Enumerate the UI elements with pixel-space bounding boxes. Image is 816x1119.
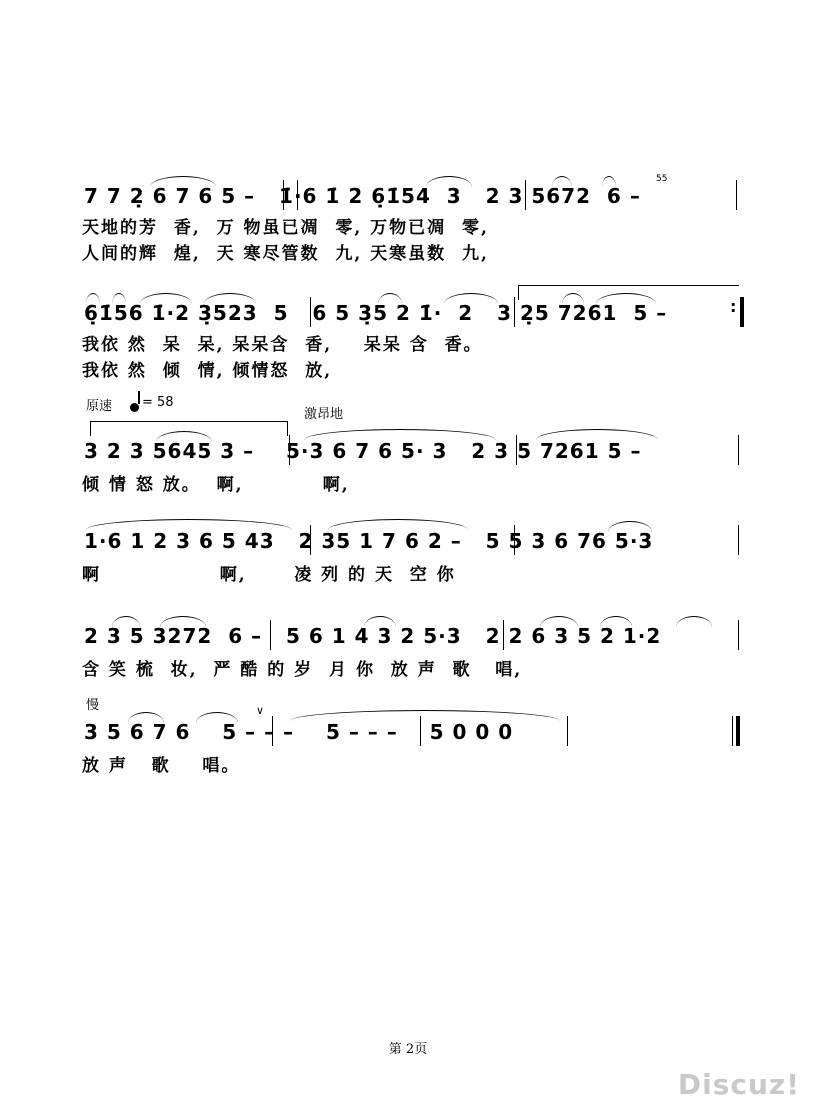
slur (444, 293, 498, 304)
slur (540, 616, 578, 627)
notation-line-1: 7 7 2̣ 6 7 6 5 – 1̇·6 1̇ 2 6̣1̇54 3 2 3 5672 6 – (84, 184, 641, 208)
slur (150, 176, 216, 187)
slur (86, 519, 292, 530)
barline (514, 525, 515, 555)
lyrics-line: 啊 啊, 凌 列 的 天 空 你 (82, 565, 456, 585)
quarter-note-stem (138, 391, 140, 404)
lyrics-verse-2: 我依 然 倾 情, 倾情怒 放, (82, 361, 333, 381)
repeat-dots: : (730, 297, 737, 316)
barline (738, 525, 739, 555)
lyrics-verse-2: 人间的辉 煌, 天 寒尽管数 九, 天寒虽数 九, (82, 244, 489, 264)
barline (270, 620, 271, 650)
barline (420, 716, 421, 746)
barline (514, 297, 515, 327)
notation-line-6: 3 5 6 7 6 5 – – – 5 – – – 5 0 0 0 (84, 720, 514, 744)
end-barline (736, 716, 740, 746)
quarter-note-icon (130, 403, 139, 412)
slur (608, 521, 652, 532)
barline (567, 716, 568, 746)
end-barline (740, 297, 744, 327)
slur (140, 293, 192, 304)
barline (738, 435, 739, 465)
slur (204, 293, 256, 304)
slur (304, 429, 496, 440)
notation-line-4: 1·6 1 2 3 6 5 43 2 35 1 7 6 2 – 5 5 3 6 76 5·3 (84, 529, 654, 553)
page-number: 第 2页 (388, 1042, 428, 1057)
barline (738, 620, 739, 650)
barline (310, 297, 311, 327)
slur (426, 176, 472, 187)
slur (364, 616, 396, 627)
grace-note-mark: 55 (656, 174, 668, 184)
slur (290, 710, 560, 721)
slur (552, 176, 572, 187)
barline (272, 716, 273, 746)
expression-mark: 激昂地 (304, 407, 344, 422)
lyrics-line: 含 笑 梳 妆, 严 酷 的 岁 月 你 放 声 歌 唱, (82, 660, 523, 680)
lyrics-line: 放 声 歌 唱。 (82, 756, 241, 776)
notation-line-5: 2 3 5 3272 6 – 5 6 1 4 3 2 5·3 2 2 6 3 5 2 1·2 (84, 624, 662, 648)
slur (676, 616, 712, 627)
barline (297, 180, 298, 210)
tempo-label: 慢 (86, 698, 100, 713)
slur (328, 519, 468, 530)
barline (736, 180, 737, 210)
slur (600, 616, 632, 627)
slur (378, 293, 402, 304)
notation-line-2: 6̣1̇56 1̇·2 3̣523 5 6 5 3̣5 2 1̇· 2 3 2̣5 7261 5 – (84, 301, 668, 325)
lyrics-verse-1: 我依 然 呆 呆, 呆呆含 香, 呆呆 含 香。 (82, 335, 483, 355)
barline (516, 435, 517, 465)
barline (503, 620, 504, 650)
slur (536, 429, 658, 440)
tempo-value: = 58 (142, 395, 174, 410)
slur (160, 616, 206, 627)
barline (310, 525, 311, 555)
slur (602, 176, 616, 187)
breath-mark: ∨ (256, 704, 265, 717)
slur (112, 293, 126, 304)
barline (283, 180, 284, 210)
slur (196, 712, 238, 723)
slur (128, 712, 164, 723)
slur (86, 293, 100, 304)
watermark: Discuz! (677, 1068, 800, 1101)
lyrics-line: 倾 情 怒 放。 啊, 啊, (82, 475, 350, 495)
barline (289, 435, 290, 465)
notation-line-3: 3 2 3 5645 3 – 5·3 6 7 6 5· 3 2 3 5 7261 5 – (84, 439, 642, 463)
barline (732, 716, 733, 746)
lyrics-verse-1: 天地的芳 香, 万 物虽已凋 零, 万物已凋 零, (82, 218, 489, 238)
barline (525, 180, 526, 210)
slur (112, 616, 140, 627)
tempo-label: 原速 (86, 399, 113, 414)
